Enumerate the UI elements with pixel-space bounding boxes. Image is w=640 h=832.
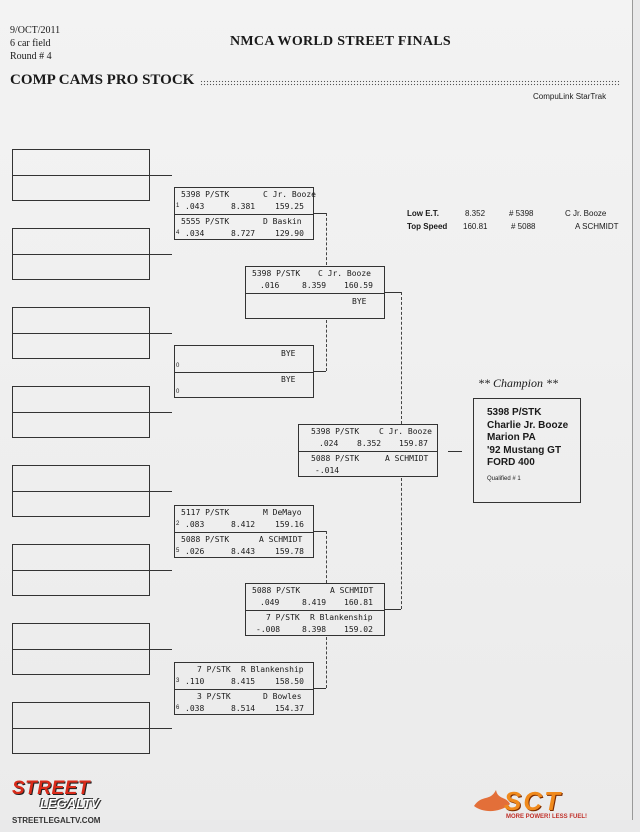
champion-heading: ** Champion **: [478, 376, 559, 390]
connector-dashed: [326, 320, 327, 371]
competitor-slot: [175, 506, 313, 532]
car-number: 5117 P/STK: [181, 508, 230, 517]
competitor-slot: [246, 267, 384, 293]
competitor-slot: [299, 451, 437, 478]
final-match: [298, 424, 438, 477]
reaction-time: .026: [185, 547, 205, 556]
connector-line: [314, 213, 326, 214]
reaction-time: .049: [260, 598, 280, 607]
competitor-slot: [175, 663, 313, 689]
speed-mph: 160.59: [344, 281, 373, 290]
reaction-time: -.014: [315, 466, 340, 475]
competitor-slot: [299, 425, 437, 451]
car-number: 3 P/STK: [197, 692, 231, 701]
champion-hometown: Marion PA: [487, 432, 536, 443]
reaction-time: .038: [185, 704, 205, 713]
driver-name: D Baskin: [263, 217, 302, 226]
dotted-rule: [200, 80, 620, 86]
lane-number: 6: [176, 705, 180, 711]
car-number: 5555 P/STK: [181, 217, 230, 226]
connector-line: [150, 649, 172, 650]
bye-label: BYE: [281, 375, 296, 384]
connector-dashed: [401, 478, 402, 609]
competitor-slot: [175, 346, 313, 372]
elapsed-time: 8.727: [231, 229, 256, 238]
low-et-car: # 5398: [509, 209, 534, 218]
driver-name: R Blankenship: [241, 665, 304, 674]
car-number: 7 P/STK: [266, 613, 300, 622]
speed-mph: 154.37: [275, 704, 304, 713]
reaction-time: .024: [319, 439, 339, 448]
speed-mph: 158.50: [275, 677, 304, 686]
car-number: 5088 P/STK: [252, 586, 301, 595]
speed-mph: 159.02: [344, 625, 373, 634]
lane-number: 2: [176, 521, 180, 527]
timing-system-label: CompuLink StarTrak: [533, 92, 607, 101]
connector-line: [150, 491, 172, 492]
empty-lane-box: [12, 386, 150, 438]
empty-lane-box: [12, 465, 150, 517]
elapsed-time: 8.443: [231, 547, 256, 556]
driver-name: A SCHMIDT: [330, 586, 374, 595]
lane-number: 0: [176, 389, 180, 395]
car-number: 5398 P/STK: [252, 269, 301, 278]
champion-vehicle: '92 Mustang GT: [487, 444, 562, 456]
streetlegal-logo: [12, 778, 101, 825]
competitor-slot: [175, 532, 313, 559]
speed-mph: 160.81: [344, 598, 373, 607]
round1-match-3: [174, 505, 314, 558]
competitor-slot: [175, 214, 313, 241]
connector-line: [385, 609, 401, 610]
lane-number: 3: [176, 678, 180, 684]
reaction-time: .043: [185, 202, 205, 211]
connector-dashed: [401, 292, 402, 424]
car-number: 5398 P/STK: [311, 427, 360, 436]
connector-line: [150, 728, 172, 729]
top-speed-label: Top Speed: [407, 222, 448, 231]
top-speed-car: # 5088: [511, 222, 536, 231]
connector-line: [150, 333, 172, 334]
low-et-driver: C Jr. Booze: [565, 209, 607, 218]
empty-lane-box: [12, 228, 150, 280]
competitor-slot: [175, 689, 313, 716]
champion-engine: FORD 400: [487, 457, 535, 468]
round2-match-1: [245, 266, 385, 319]
champion-driver: Charlie Jr. Booze: [487, 419, 569, 431]
connector-line: [385, 292, 401, 293]
empty-lane-box: [12, 702, 150, 754]
competitor-slot: [246, 584, 384, 610]
empty-lane-box: [12, 623, 150, 675]
sct-logo-text: SCT: [504, 786, 562, 816]
connector-line: [150, 570, 172, 571]
competitor-slot: [246, 293, 384, 320]
champion-car: 5398 P/STK: [487, 407, 542, 418]
event-date: 9/OCT/2011: [10, 25, 61, 36]
lane-number: 4: [176, 230, 180, 236]
round2-match-2: [245, 583, 385, 636]
round-number: Round # 4: [10, 51, 52, 62]
car-number: 5088 P/STK: [311, 454, 360, 463]
driver-name: C Jr. Booze: [318, 269, 371, 278]
streetlegal-url: STREETLEGALTV.COM: [12, 816, 101, 825]
top-speed-value: 160.81: [463, 222, 488, 231]
round1-match-4: [174, 662, 314, 715]
bye-label: BYE: [352, 297, 367, 306]
car-number: 7 P/STK: [197, 665, 231, 674]
competitor-slot: [175, 188, 316, 214]
connector-line: [150, 175, 172, 176]
driver-name: M DeMayo: [263, 508, 302, 517]
speed-mph: 159.78: [275, 547, 304, 556]
speed-mph: 159.87: [399, 439, 428, 448]
streetlegal-logo-legaltv: LEGALTV: [40, 796, 100, 811]
round1-match-2: [174, 345, 314, 398]
event-meta: [10, 24, 60, 63]
connector-line: [314, 531, 326, 532]
low-et-label: Low E.T.: [407, 209, 439, 218]
round1-match-1: [174, 187, 314, 240]
reaction-time: .034: [185, 229, 205, 238]
speed-mph: 159.25: [275, 202, 304, 211]
lane-number: 1: [176, 203, 180, 209]
connector-line: [150, 412, 172, 413]
elapsed-time: 8.419: [302, 598, 327, 607]
low-et-value: 8.352: [465, 209, 486, 218]
car-number: 5088 P/STK: [181, 535, 230, 544]
competitor-slot: [175, 372, 313, 399]
driver-name: R Blankenship: [310, 613, 373, 622]
bye-label: BYE: [281, 349, 296, 358]
car-number: 5398 P/STK: [181, 190, 230, 199]
connector-dashed: [326, 637, 327, 688]
driver-name: A SCHMIDT: [385, 454, 429, 463]
reaction-time: -.008: [256, 625, 281, 634]
connector-line: [150, 254, 172, 255]
reaction-time: .110: [185, 677, 205, 686]
field-size: 6 car field: [10, 38, 51, 49]
connector-line: [314, 371, 326, 372]
driver-name: D Bowles: [263, 692, 302, 701]
sct-tagline: MORE POWER! LESS FUEL!: [506, 814, 587, 820]
driver-name: A SCHMIDT: [259, 535, 303, 544]
elapsed-time: 8.352: [357, 439, 382, 448]
champion-box: [473, 398, 581, 503]
elapsed-time: 8.359: [302, 281, 327, 290]
elapsed-time: 8.415: [231, 677, 256, 686]
empty-lane-box: [12, 149, 150, 201]
driver-name: C Jr. Booze: [379, 427, 432, 436]
elapsed-time: 8.514: [231, 704, 256, 713]
speed-mph: 159.16: [275, 520, 304, 529]
sct-logo: [480, 786, 587, 820]
elapsed-time: 8.381: [231, 202, 256, 211]
lane-number: 0: [176, 363, 180, 369]
driver-name: C Jr. Booze: [263, 190, 316, 199]
lane-number: 5: [176, 548, 180, 554]
empty-lane-box: [12, 544, 150, 596]
class-title: COMP CAMS PRO STOCK: [10, 72, 195, 88]
streetlegal-logo-street: STREET: [12, 778, 90, 799]
elapsed-time: 8.412: [231, 520, 256, 529]
speed-mph: 129.90: [275, 229, 304, 238]
reaction-time: .016: [260, 281, 280, 290]
connector-line: [448, 451, 462, 452]
elapsed-time: 8.398: [302, 625, 327, 634]
top-speed-driver: A SCHMIDT: [575, 222, 619, 231]
connector-dashed: [326, 531, 327, 583]
reaction-time: .083: [185, 520, 205, 529]
page-title: NMCA WORLD STREET FINALS: [230, 34, 452, 49]
champion-qualified: Qualified # 1: [487, 475, 521, 482]
connector-line: [314, 688, 326, 689]
competitor-slot: [246, 610, 384, 637]
empty-lane-box: [12, 307, 150, 359]
connector-dashed: [326, 213, 327, 265]
